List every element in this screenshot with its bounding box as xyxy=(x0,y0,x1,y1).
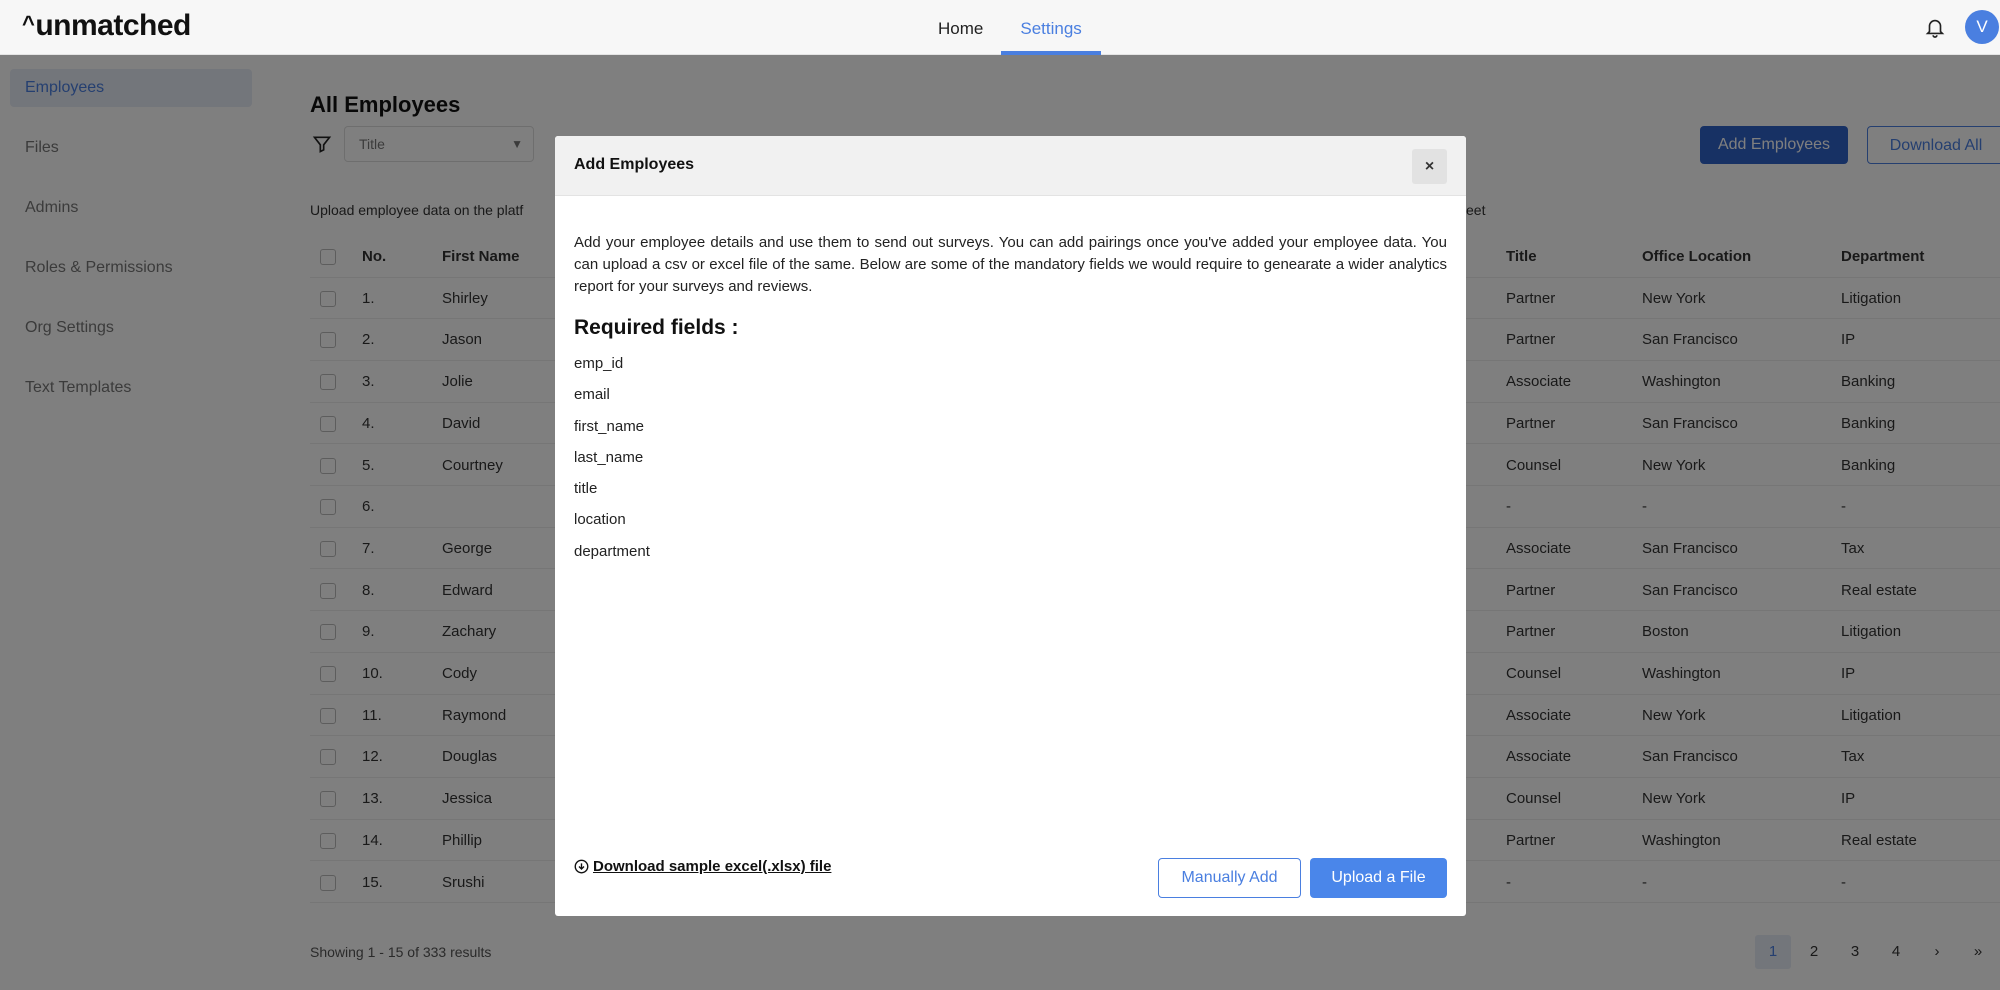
avatar[interactable]: V xyxy=(1965,10,1999,44)
list-item: first_name xyxy=(574,417,645,435)
logo-caret-icon: ^ xyxy=(22,11,35,36)
required-fields-list xyxy=(574,354,650,573)
main-nav xyxy=(920,0,1101,55)
close-button[interactable]: × xyxy=(1412,149,1447,184)
download-icon xyxy=(574,859,589,874)
list-item: location xyxy=(574,511,626,529)
list-item: department xyxy=(574,542,650,560)
nav-home[interactable]: Home xyxy=(938,19,984,38)
nav-settings[interactable]: Settings xyxy=(1001,0,1100,55)
upload-file-button[interactable]: Upload a File xyxy=(1310,858,1447,898)
top-bar xyxy=(0,0,2000,55)
list-item: email xyxy=(574,386,610,404)
add-employees-modal xyxy=(555,136,1466,916)
modal-header xyxy=(555,136,1466,196)
bell-icon[interactable] xyxy=(1924,15,1946,39)
modal-description: Add your employee details and use them to send out surveys. You can add pairings once you've added your employee data. You can upload a csv or excel file of the same. Below are some of the mandatory fields we would require to genearate a wider analytics report for your surveys and reviews. xyxy=(574,234,1447,295)
download-sample-link[interactable]: Download sample excel(.xlsx) file xyxy=(574,858,831,875)
modal-title: Add Employees xyxy=(574,156,695,173)
list-item: title xyxy=(574,480,598,498)
manually-add-button[interactable]: Manually Add xyxy=(1158,858,1301,898)
required-fields-heading: Required fields : xyxy=(574,316,739,339)
app-logo[interactable]: ^unmatched xyxy=(22,9,191,42)
list-item: last_name xyxy=(574,448,644,466)
list-item: emp_id xyxy=(574,355,624,372)
